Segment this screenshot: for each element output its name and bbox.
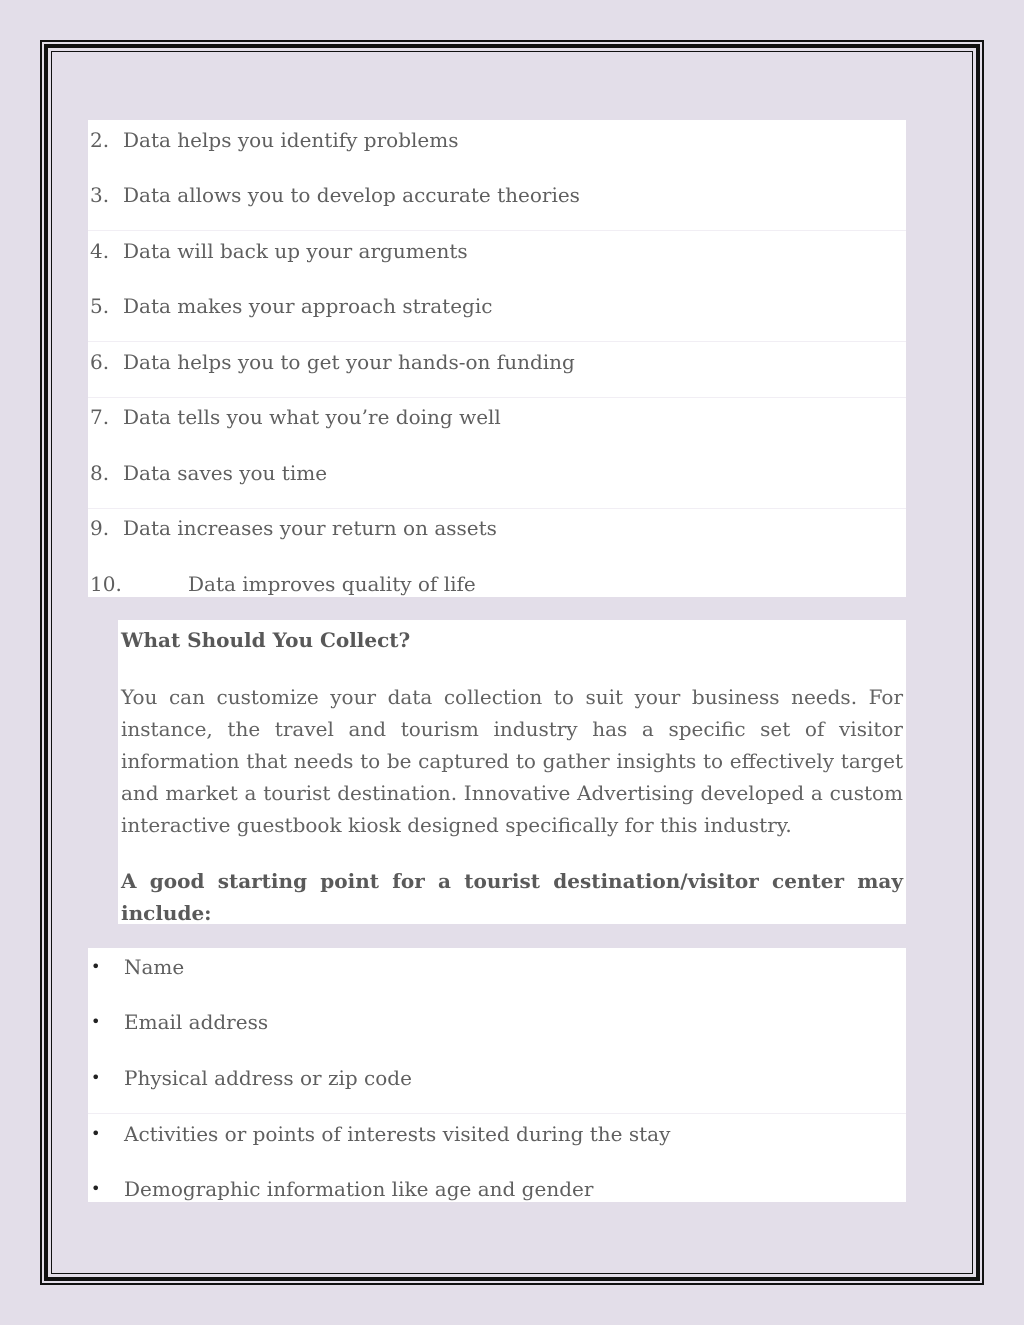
divider: [88, 508, 906, 509]
list-item-text: Physical address or zip code: [124, 1066, 412, 1090]
list-number: 9.: [90, 516, 110, 540]
divider: [88, 397, 906, 398]
list-item-text: Data tells you what you’re doing well: [123, 405, 501, 429]
divider: [88, 1113, 906, 1114]
list-item-text: Activities or points of interests visited during the stay: [124, 1122, 671, 1146]
bullet-list-panel: [88, 948, 906, 1202]
list-item-text: Demographic information like age and gender: [124, 1177, 594, 1201]
list-item-text: Data allows you to develop accurate theories: [123, 183, 580, 207]
list-item-text: Data helps you to get your hands-on funding: [123, 350, 575, 374]
bold-paragraph: A good starting point for a tourist destination/visitor center may include:: [121, 869, 903, 925]
section-heading: What Should You Collect?: [121, 628, 411, 652]
list-number: 6.: [90, 350, 110, 374]
list-item-text: Data helps you identify problems: [123, 128, 459, 152]
list-number: 8.: [90, 461, 110, 485]
list-item-text: Email address: [124, 1010, 269, 1034]
list-item-text: Data improves quality of life: [188, 572, 476, 596]
list-item-text: Data increases your return on assets: [123, 516, 497, 540]
list-number: 5.: [90, 294, 110, 318]
divider: [88, 341, 906, 342]
list-number: 2.: [90, 128, 110, 152]
bullet-icon: •: [91, 1179, 101, 1198]
bullet-icon: •: [91, 1124, 101, 1143]
numbered-list-panel: [88, 120, 906, 597]
list-number: 7.: [90, 405, 110, 429]
list-number: 4.: [90, 239, 110, 263]
list-item-text: Data will back up your arguments: [123, 239, 468, 263]
list-item-text: Name: [124, 955, 185, 979]
bullet-icon: •: [91, 957, 101, 976]
list-item-text: Data saves you time: [123, 461, 328, 485]
bullet-icon: •: [91, 1068, 101, 1087]
collect-section-panel: [118, 620, 906, 924]
body-paragraph: You can customize your data collection to suit your business needs. For instance, the travel and tourism industry has a specific set of visitor information that needs to be captured to gather insights to effectively target and market a tourist destination. Innovative Advertising developed a custom interactive guestbook kiosk designed specifically for this industry.: [121, 685, 903, 837]
list-item-text: Data makes your approach strategic: [123, 294, 493, 318]
bullet-icon: •: [91, 1012, 101, 1031]
list-number: 10.: [90, 572, 122, 596]
divider: [88, 230, 906, 231]
list-number: 3.: [90, 183, 110, 207]
